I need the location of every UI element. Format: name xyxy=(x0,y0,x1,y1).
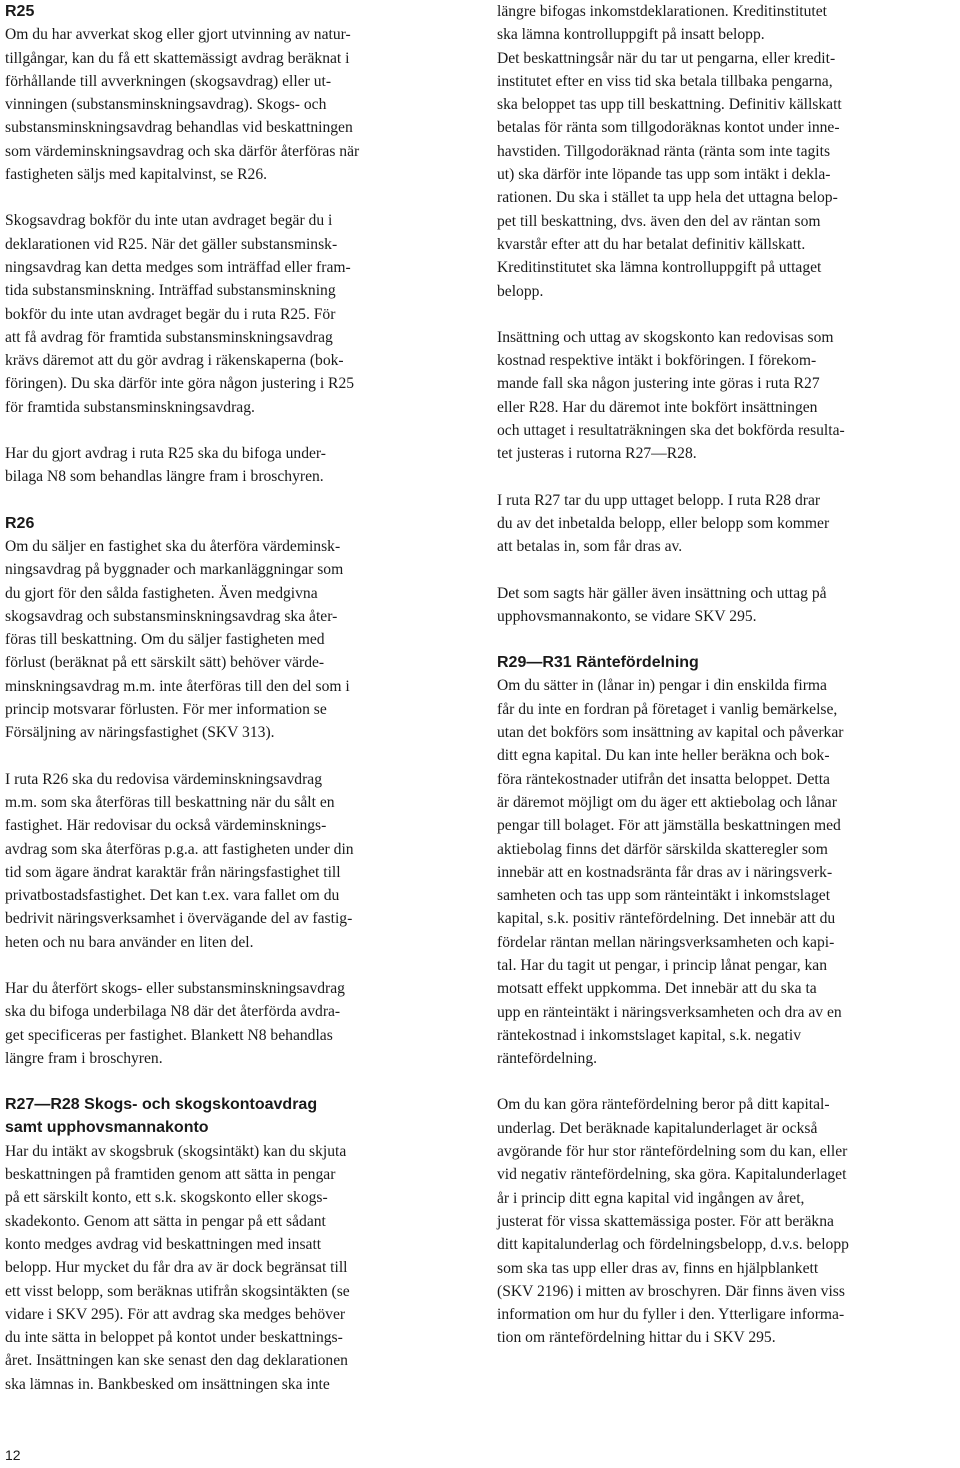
r27-r28-heading: R27—R28 Skogs- och skogskontoavdrag samt upphovsmannakonto xyxy=(5,1096,318,1137)
r25-paragraph-3: Har du gjort avdrag i ruta R25 ska du bifoga under- bilaga N8 som behandlas längre fram i broschyren. xyxy=(5,445,327,486)
r26-paragraph-1: Om du säljer en fastighet ska du återföra värdeminsk- ningsavdrag på byggnader och markanläggningar som du gjort för den sålda fastigheten. Även medgivna skogsavdrag och substansminskningsavdrag ska åter- föras till beskattning. Om du säljer fastigheten med förlust (beräknat på ett särskilt sätt) behöver värde- minskningsavdrag m.m. inte återföras till den del som i princip motsvarar förlusten. För mer information se Försäljning av näringsfastighet (SKV 313). xyxy=(5,537,350,742)
r27-paragraph-1-continued: längre bifogas inkomstdeklarationen. Kreditinstitutet ska lämna kontrolluppgift på insatt belopp. Det beskattningsår när du tar ut pengarna, eller kredit- institutet efter en viss tid ska betala tillbaka pengarna, ska beloppet tas upp till beskattning. Definitiv källskatt betalas för ränta som tillgodoräknas kontot under inne- havstiden. Tillgodoräknad ränta (ränta som inte tagits ut) ska därför inte löpande tas upp som intäkt i dekla- rationen. Du ska i stället ta upp hela det uttagna belop- pet till beskattning, dvs. även den del av räntan som kvarstår efter att du har betalat definitiv källskatt. Kreditinstitutet ska lämna kontrolluppgift på uttaget belopp. xyxy=(497,3,842,300)
r27-paragraph-4: Det som sagts här gäller även insättning och uttag på upphovsmannakonto, se vidare SKV 295. xyxy=(497,584,827,625)
left-column xyxy=(5,0,470,1396)
r25-heading: R25 xyxy=(5,3,35,20)
r27-paragraph-3: I ruta R27 tar du upp uttaget belopp. I ruta R28 drar du av det inbetalda belopp, eller belopp som kommer att betalas in, som får dras av. xyxy=(497,491,830,556)
r26-heading: R26 xyxy=(5,514,35,532)
r27-paragraph-1: Har du intäkt av skogsbruk (skogsintäkt) kan du skjuta beskattningen på framtiden genom att sätta in pengar på ett särskilt konto, ett s.k. skogskonto eller skogs- skadekonto. Genom att sätta in pengar på ett sådant konto medges avdrag vid beskattningen med insatt belopp. Hur mycket du får dra av är dock begränsat till ett visst belopp, som beräknas utifrån skogsintäkten (se vidare i SKV 295). För att avdrag ska medges behöver du inte sätta in beloppet på kontot under beskattnings- året. Insättningen kan ske senast den dag deklarationen ska lämnas in. Bankbesked om insättningen ska inte xyxy=(5,1142,350,1393)
page-number: 12 xyxy=(5,1447,21,1463)
r27-paragraph-2: Insättning och uttag av skogskonto kan redovisas som kostnad respektive intäkt i bokföringen. I förekom- mande fall ska någon justering inte göras i ruta R27 eller R28. Har du däremot inte bokfört insättningen och uttaget i resultaträkningen ska det bokförda resulta- tet justeras i rutorna R27—R28. xyxy=(497,328,845,463)
r26-paragraph-2: I ruta R26 ska du redovisa värdeminskningsavdrag m.m. som ska återföras till beskattning när du sålt en fastighet. Här redovisar du också värdeminsknings- avdrag som ska återföras p.g.a. att fastigheten under din tid som ägare ändrat karaktär från näringsfastighet till privatbostadsfastighet. Det kan t.ex. vara fallet om du bedrivit näringsverksamhet i övervägande del av fastig- heten och nu bara använder en liten del. xyxy=(5,770,354,951)
right-column xyxy=(497,0,955,1350)
r25-paragraph-1: Om du har avverkat skog eller gjort utvinning av natur- tillgångar, kan du få ett skattemässigt avdrag beräknat i förhållande till avverkningen (skogsavdrag) eller ut- vinningen (substansminskningsavdrag). Skogs- och substansminskningsavdrag behandlas vid beskattningen som värdeminskningsavdrag och ska därför återföras när fastigheten säljs med kapitalvinst, se R26. xyxy=(5,26,360,184)
r29-paragraph-2: Om du kan göra räntefördelning beror på ditt kapital- underlag. Det beräknade kapitalunderlaget är också avgörande för hur stor räntefördelning som du kan, eller vid negativ räntefördelning, ska göra. Kapitalunderlaget år i princip ditt egna kapital vid ingången av året, justerat för vissa skattemässiga poster. För att beräkna ditt kapitalunderlag och fördelningsbelopp, d.v.s. belopp som ska tas upp eller dras av, finns en hjälpblankett (SKV 2196) i mitten av broschyren. Där finns även viss information om hur du fyller i den. Ytterligare informa- tion om räntefördelning hittar du i SKV 295. xyxy=(497,1096,849,1347)
r25-paragraph-2: Skogsavdrag bokför du inte utan avdraget begär du i deklarationen vid R25. När det gäller substansminsk- ningsavdrag kan detta medges som inträffad eller fram- tida substansminskning. Inträffad substansminskning bokför du inte utan avdraget begär du i ruta R25. För att få avdrag för framtida substansminskningsavdrag krävs däremot att du gör avdrag i räkenskaperna (bok- föringen). Du ska därför inte göra någon justering i R25 för framtida substansminskningsavdrag. xyxy=(5,212,355,416)
r29-r31-heading: R29—R31 Räntefördelning xyxy=(497,654,699,672)
r26-paragraph-3: Har du återfört skogs- eller substansminskningsavdrag ska du bifoga underbilaga N8 där det återförda avdra- get specificeras per fastighet. Blankett N8 behandlas längre fram i broschyren. xyxy=(5,979,345,1067)
r29-paragraph-1: Om du sätter in (lånar in) pengar i din enskilda firma får du inte en fordran på företaget i vanlig bemärkelse, utan det bokförs som insättning av kapital och påverkar ditt egna kapital. Du kan inte heller beräkna och bok- föra räntekostnader utifrån det insatta beloppet. Detta är däremot möjligt om du äger ett aktiebolag och lånar pengar till bolaget. För att jämställa beskattningen med aktiebolag finns det därför särskilda skatteregler som innebär att en kostnadsränta får dras av i näringsverk- samheten och tas upp som ränteintäkt i inkomstslaget kapital, s.k. positiv räntefördelning. Det innebär att du fördelar räntan mellan näringsverksamheten och kapi- tal. Har du tagit ut pengar, i princip lånat pengar, kan motsatt effekt uppkomma. Det innebär att du ska ta upp en ränteintäkt i näringsverksamheten och dra av en räntekostnad i inkomstslaget kapital, s.k. negativ räntefördelning. xyxy=(497,677,844,1068)
